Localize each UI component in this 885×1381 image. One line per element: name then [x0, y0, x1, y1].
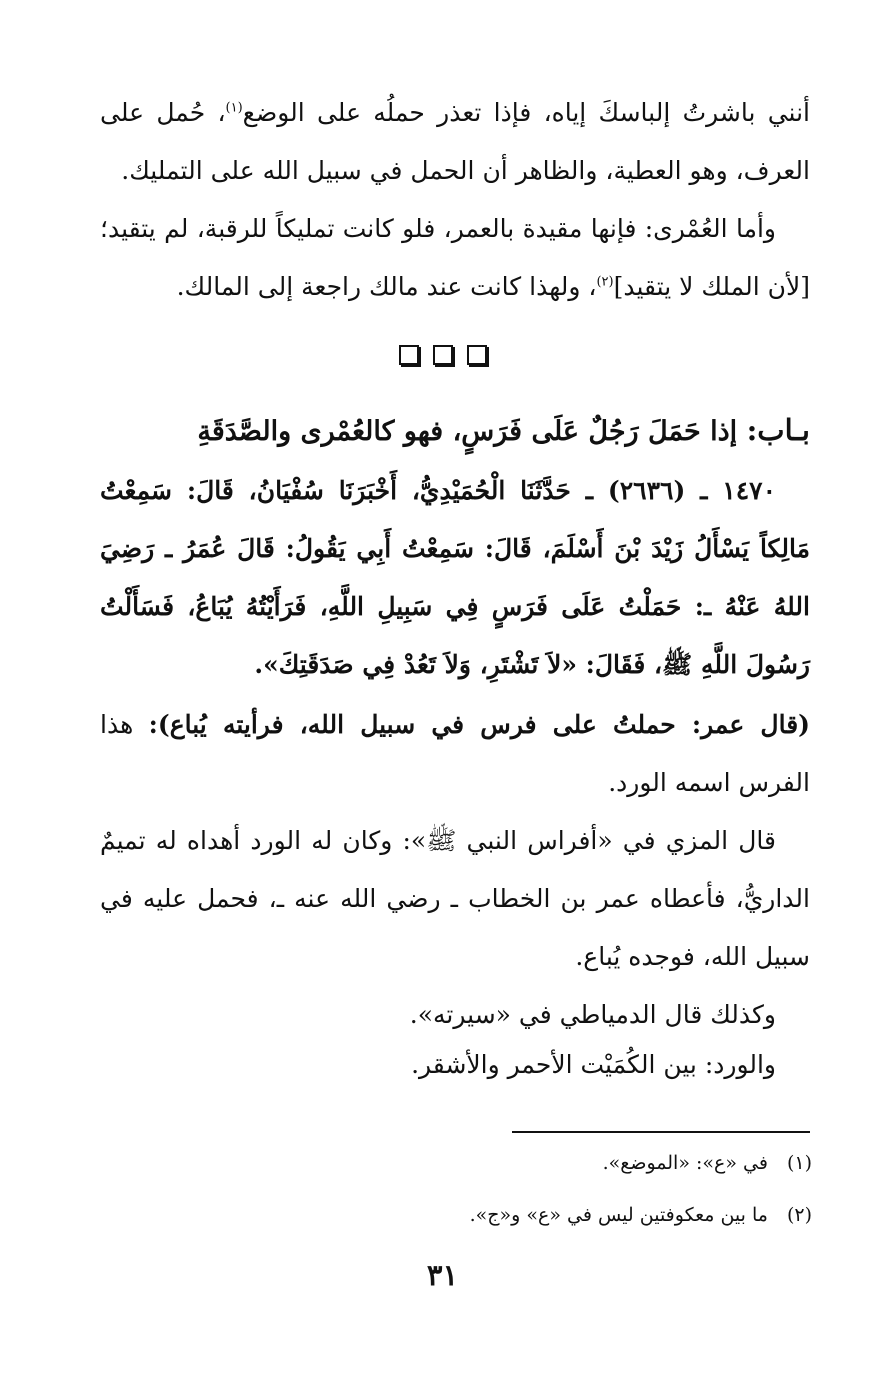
footnote-marker: (٢)	[596, 274, 614, 290]
footnote-number: (٢)	[786, 1204, 812, 1226]
footnote-2	[100, 1200, 812, 1230]
divider-box	[467, 345, 487, 365]
paragraph-text: ، ولهذا كانت عند مالك راجعة إلى المالك.	[176, 272, 597, 301]
footnote-marker: (١)	[225, 100, 243, 116]
paragraph-mizzi: قال المزي في «أفراس النبي ﷺ»: وكان له الورد أهداه له تميمٌ الداريُّ، فأعطاه عمر بن الخطاب ـ رضي الله عنه ـ، فحمل عليه في سبيل الله، فوجده يُباع.	[100, 826, 810, 971]
footnote-text: في «ع»: «الموضع».	[602, 1152, 768, 1174]
paragraph-text: أنني باشرتُ إلباسكَ إياه، فإذا تعذر حملُه على الوضع	[242, 98, 810, 127]
footnote-number: (١)	[786, 1152, 812, 1174]
page-number: ٣١	[426, 1258, 459, 1292]
chapter-title: إذا حَمَلَ رَجُلٌ عَلَى فَرَسٍ، فهو كالعُمْرى والصَّدَقَةِ	[197, 416, 738, 447]
chapter-label: بـاب:	[746, 413, 810, 447]
footnote-separator	[512, 1131, 810, 1133]
footnote-text: ما بين معكوفتين ليس في «ع» و«ج».	[469, 1204, 768, 1226]
section-divider	[0, 345, 885, 369]
quoted-phrase: (قال عمر: حملتُ على فرس في سبيل الله، فرأيته يُباع):	[148, 710, 810, 739]
hadith-text: ١٤٧٠ ـ (٢٦٣٦) ـ حَدَّثَنَا الْحُمَيْدِيُّ، أَخْبَرَنَا سُفْيَانُ، قَالَ: سَمِعْتُ مَالِكاً يَسْأَلُ زَيْدَ بْنَ أَسْلَمَ، قَالَ: سَمِعْتُ أَبِي يَقُولُ: قَالَ عُمَرُ ـ رَضِيَ اللهُ عَنْهُ ـ: حَمَلْتُ عَلَى فَرَسٍ فِي سَبِيلِ اللَّهِ، فَرَأَيْتُهُ يُبَاعُ، فَسَأَلْتُ رَسُولَ اللَّهِ ﷺ، فَقَالَ: «لاَ تَشْتَرِ، وَلاَ تَعُدْ فِي صَدَقَتِكَ».	[100, 476, 810, 679]
paragraph-umra	[100, 200, 810, 316]
footnote-1	[100, 1148, 812, 1178]
chapter-heading	[100, 404, 810, 458]
divider-box	[399, 345, 419, 365]
commentary-paragraph	[100, 696, 810, 812]
paragraph-text: ، حُمل على العرف، وهو العطية، والظاهر أن الحمل في سبيل الله على التمليك.	[100, 98, 810, 185]
paragraph-text: هذا الفرس اسمه الورد.	[100, 710, 810, 797]
paragraph-continuation	[100, 84, 810, 200]
paragraph-dimyati: وكذلك قال الدمياطي في «سيرته».	[409, 1000, 776, 1029]
paragraph-text: وأما العُمْرى: فإنها مقيدة بالعمر، فلو كانت تمليكاً للرقبة، لم يتقيد؛ [لأن الملك لا يتقيد]	[100, 214, 810, 301]
divider-box	[433, 345, 453, 365]
paragraph-ward: والورد: بين الكُمَيْت الأحمر والأشقر.	[411, 1050, 776, 1079]
